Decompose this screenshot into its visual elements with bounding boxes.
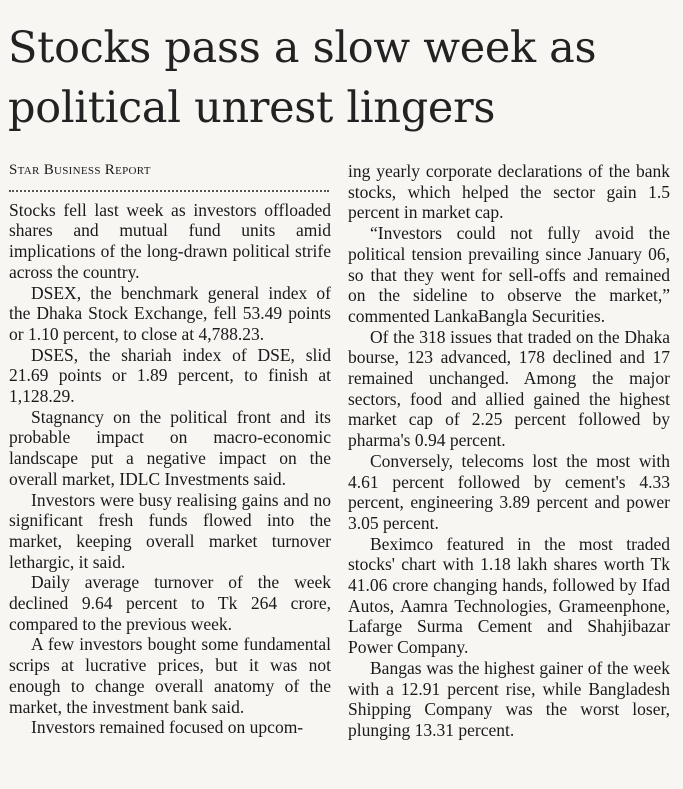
paragraph: Stagnancy on the political front and its probable impact on macro-economic landscape put a negative impact on the overall market, IDLC Investments said. [9, 406, 331, 489]
paragraph: Investors remained focused on upcom- [31, 717, 304, 738]
paragraph: “Investors could not fully avoid the political tension prevailing since January 06, so that they went for sell-offs and remained on the sideline to observe the market,” commented LankaBangla Securities. [348, 223, 670, 326]
byline-divider [9, 190, 329, 192]
paragraph: DSEX, the benchmark general index of the Dhaka Stock Exchange, fell 53.49 points or 1.10 percent, to close at 4,788.23. [9, 282, 331, 344]
paragraph: Stocks fell last week as investors offloaded shares and mutual fund units amid implications of the long-drawn political strife across the country. [9, 199, 331, 282]
paragraph: Of the 318 issues that traded on the Dhaka bourse, 123 advanced, 178 declined and 17 remained unchanged. Among the major sectors, food and allied gained the highest market cap of 2.25 percent followed by pharma's 0.94 percent. [348, 326, 670, 451]
left-column [9, 160, 331, 738]
paragraph: Investors were busy realising gains and no significant fresh funds flowed into the market, keeping overall market turnover lethargic, it said. [9, 489, 331, 572]
paragraph: Beximco featured in the most traded stocks' chart with 1.18 lakh shares worth Tk 41.06 crore changing hands, followed by Ifad Autos, Aamra Technologies, Grameenphone, Lafarge Surma Cement and Shahjibazar Power Company. [348, 533, 670, 658]
paragraph: Conversely, telecoms lost the most with 4.61 percent followed by cement's 4.33 percent, engineering 3.89 percent and power 3.05 percent. [348, 450, 670, 533]
paragraph: Daily average turnover of the week declined 9.64 percent to Tk 264 crore, compared to the previous week. [9, 572, 331, 634]
paragraph: Bangas was the highest gainer of the week with a 12.91 percent rise, while Bangladesh Shipping Company was the worst loser, plunging 13.31 percent. [348, 657, 670, 740]
paragraph: ing yearly corporate declarations of the bank stocks, which helped the sector gain 1.5 percent in market cap. [348, 161, 670, 223]
paragraph: A few investors bought some fundamental scrips at lucrative prices, but it was not enough to change overall anatomy of the market, the investment bank said. [9, 634, 331, 717]
right-column [348, 161, 670, 741]
byline [9, 160, 331, 181]
headline: Stocks pass a slow week as political unrest lingers [8, 23, 597, 133]
byline-text: Star Business Report [9, 162, 151, 178]
paragraph: DSES, the shariah index of DSE, slid 21.69 points or 1.89 percent, to finish at 1,128.29. [9, 344, 331, 407]
